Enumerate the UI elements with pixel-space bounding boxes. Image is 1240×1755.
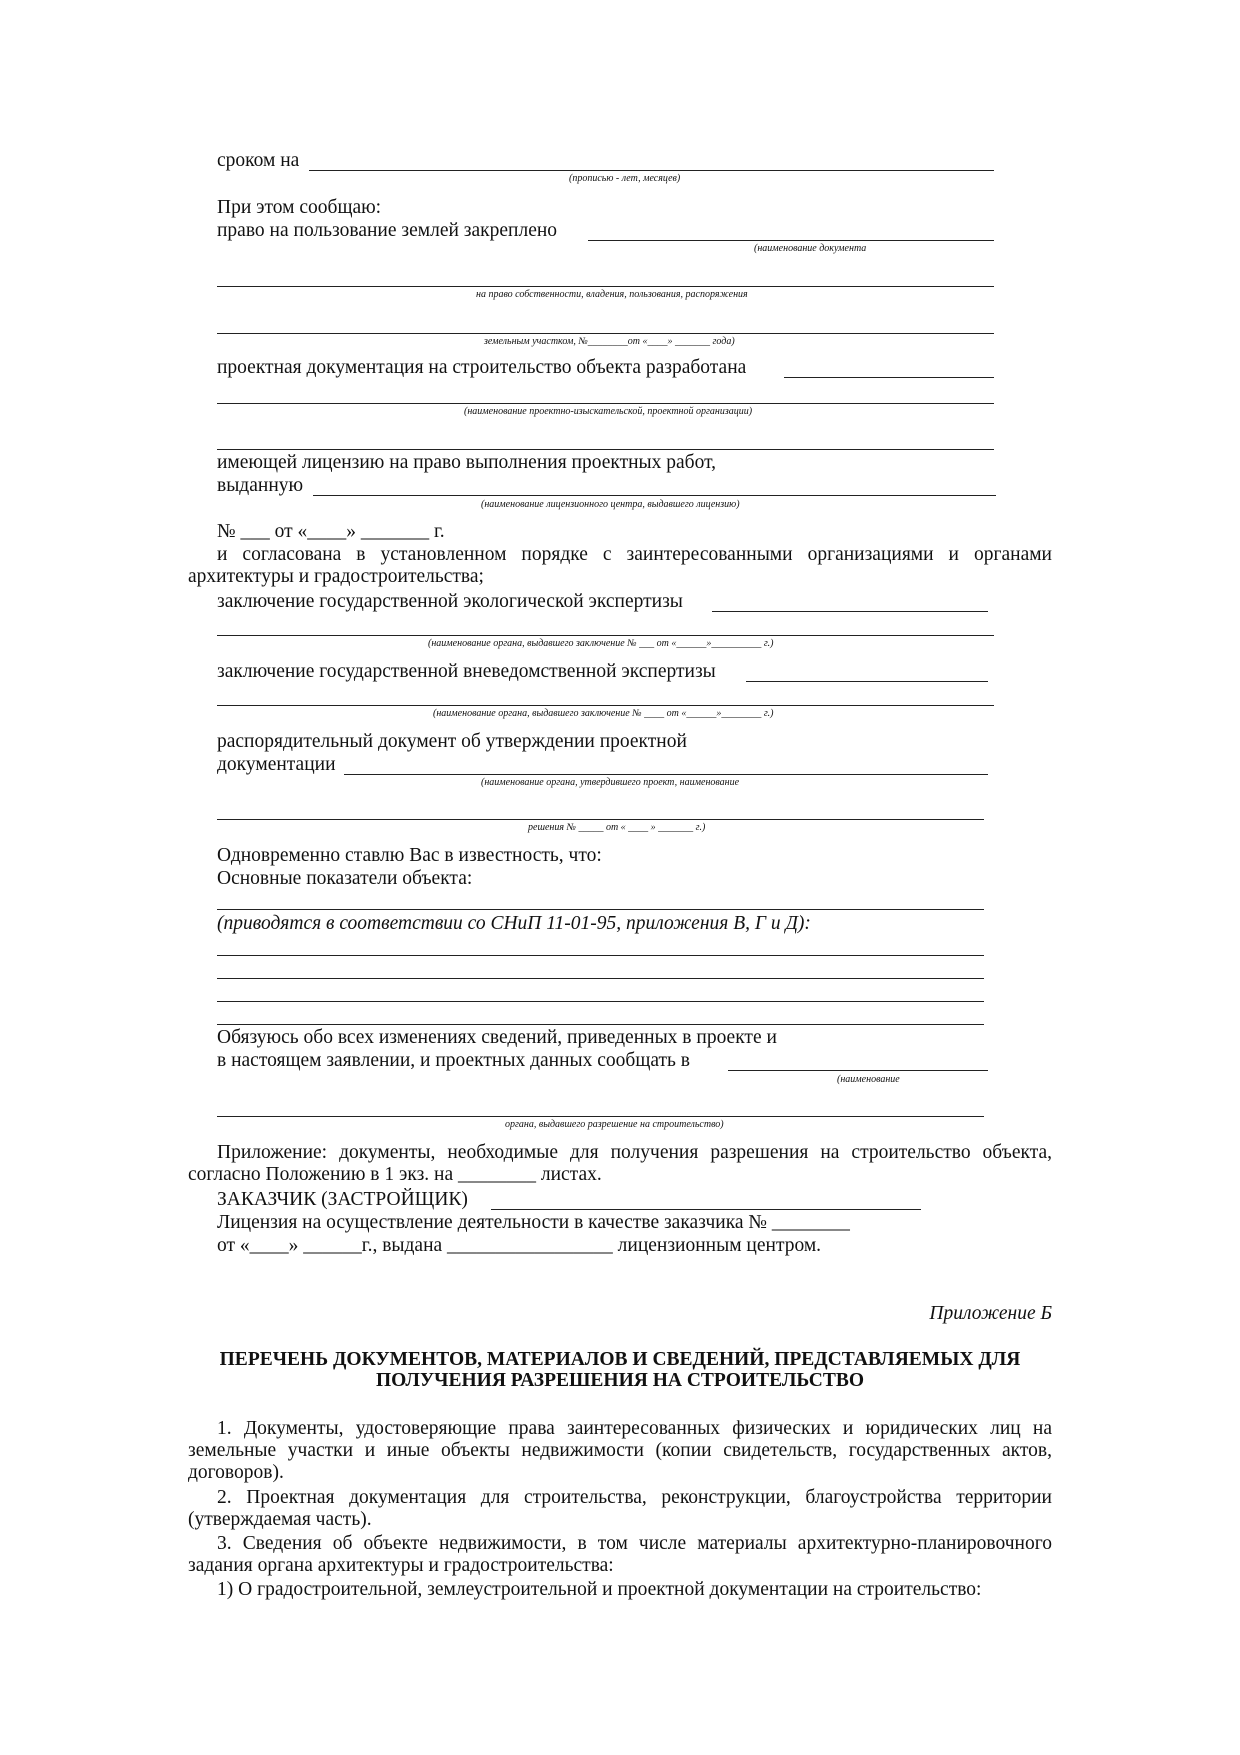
appendix-title: ПЕРЕЧЕНЬ ДОКУМЕНТОВ, МАТЕРИАЛОВ И СВЕДЕНИЙ, ПРЕДСТАВЛЯЕМЫХ ДЛЯ ПОЛУЧЕНИЯ РАЗРЕШЕНИЯ НА СТРОИТЕЛЬСТВО — [219, 1349, 1021, 1391]
state-expertise-field[interactable] — [746, 681, 988, 682]
project-caption: (наименование проектно-изыскательской, проектной организации) — [464, 406, 753, 417]
land-field-3[interactable] — [217, 333, 994, 334]
term-field[interactable] — [309, 170, 994, 171]
project-org-field[interactable] — [217, 403, 994, 404]
land-caption-2: на право собственности, владения, пользования, распоряжения — [476, 289, 748, 300]
oblige-caption-2: органа, выдавшего разрешение на строительство) — [505, 1119, 724, 1130]
attachment-paragraph: Приложение: документы, необходимые для получения разрешения на строительство объекта, согласно Положению в 1 экз. на ________ листах. — [188, 1142, 1052, 1185]
customer-from: от «____» ______г., выдана _________________ лицензионным центром. — [217, 1235, 822, 1256]
approval-doc-label-2: документации — [217, 754, 336, 775]
issued-caption: (наименование лицензионного центра, выдавшего лицензию) — [481, 499, 740, 510]
appendix-item-3: 3. Сведения об объекте недвижимости, в том числе материалы архитектурно-планировочного задания органа архитектуры и градостроительства: — [188, 1533, 1052, 1576]
agreed-paragraph: и согласована в установленном порядке с заинтересованными организациями и органами архитектуры и градостроительства; — [188, 544, 1052, 587]
appendix-item-1: 1. Документы, удостоверяющие права заинтересованных физических и юридических лиц на земельные участки и иные объекты недвижимости (копии свидетельств, государственных актов, договоров). — [188, 1418, 1052, 1483]
approval-doc-field[interactable] — [344, 774, 988, 775]
issued-field[interactable] — [313, 495, 996, 496]
term-label: сроком на — [217, 150, 300, 171]
inform-text: При этом сообщаю: — [217, 197, 382, 218]
oblige-field-2[interactable] — [217, 1116, 984, 1117]
project-docs-field[interactable] — [784, 377, 994, 378]
simultaneously-text: Одновременно ставлю Вас в известность, что: — [217, 845, 602, 866]
approval-doc-field-2[interactable] — [217, 819, 984, 820]
customer-field[interactable] — [491, 1209, 921, 1210]
state-expertise-label: заключение государственной вневедомственной экспертизы — [217, 661, 716, 682]
state-expertise-field-2[interactable] — [217, 705, 994, 706]
oblige-text-2: в настоящем заявлении, и проектных данных сообщать в — [217, 1050, 690, 1071]
approval-doc-label: распорядительный документ об утверждении проектной — [217, 731, 687, 752]
indicators-field-5[interactable] — [217, 1024, 984, 1025]
land-right-field[interactable] — [588, 240, 994, 241]
land-right-label: право на пользование землей закреплено — [217, 220, 558, 241]
eco-caption: (наименование органа, выдавшего заключение № ___ от «______»__________ г.) — [428, 638, 774, 649]
license-text: имеющей лицензию на право выполнения проектных работ, — [217, 452, 717, 473]
oblige-field[interactable] — [728, 1070, 988, 1071]
oblige-text-1: Обязуюсь обо всех изменениях сведений, приведенных в проекте и — [217, 1027, 777, 1048]
appendix-item-2: 2. Проектная документация для строительства, реконструкции, благоустройства территории (утверждаемая часть). — [188, 1487, 1052, 1530]
customer-license: Лицензия на осуществление деятельности в качестве заказчика № ________ — [217, 1212, 850, 1233]
number-line: № ___ от «____» _______ г. — [217, 521, 445, 542]
eco-expertise-label: заключение государственной экологической экспертизы — [217, 591, 683, 612]
term-caption: (прописью - лет, месяцев) — [569, 173, 681, 184]
eco-expertise-field[interactable] — [712, 611, 988, 612]
customer-label: ЗАКАЗЧИК (ЗАСТРОЙЩИК) — [217, 1189, 468, 1210]
eco-expertise-field-2[interactable] — [217, 635, 994, 636]
indicators-field-4[interactable] — [217, 1001, 984, 1002]
project-org-field-2[interactable] — [217, 449, 994, 450]
appendix-label: Приложение Б — [929, 1303, 1052, 1324]
oblige-caption-1: (наименование — [837, 1074, 900, 1085]
indicators-field-2[interactable] — [217, 955, 984, 956]
snip-note: (приводятся в соответствии со СНиП 11-01-95, приложения В, Г и Д): — [217, 913, 811, 934]
indicators-field-3[interactable] — [217, 978, 984, 979]
indicators-field-1[interactable] — [217, 909, 984, 910]
approval-caption-2: решения № _____ от « ____ » _______ г.) — [528, 822, 706, 833]
approval-caption-1: (наименование органа, утвердившего проект, наименование — [481, 777, 740, 788]
appendix-item-3-1: 1) О градостроительной, землеустроительной и проектной документации на строительство: — [217, 1579, 982, 1600]
project-docs-label: проектная документация на строительство объекта разработана — [217, 357, 747, 378]
land-caption-3: земельным участком, №________от «____» _______ года) — [484, 336, 735, 347]
state-caption: (наименование органа, выдавшего заключение № ____ от «______»________ г.) — [433, 708, 774, 719]
issued-label: выданную — [217, 475, 304, 496]
land-caption-1: (наименование документа — [754, 243, 867, 254]
land-field-2[interactable] — [217, 286, 994, 287]
main-indicators-label: Основные показатели объекта: — [217, 868, 473, 889]
